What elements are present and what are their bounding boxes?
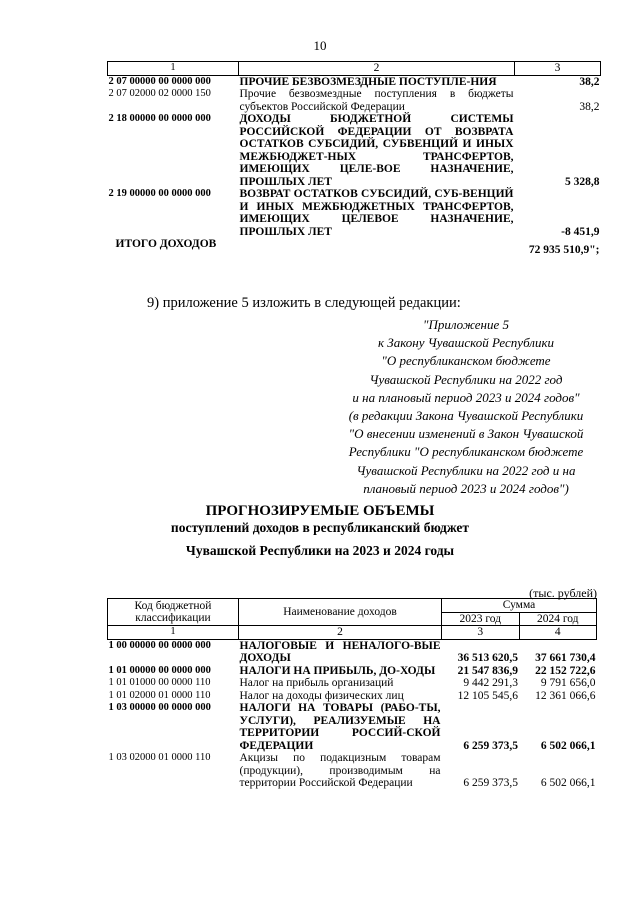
total-label: ИТОГО ДОХОДОВ: [115, 238, 217, 250]
table-row: [108, 752, 597, 790]
appendix-line: Республики "О республиканском бюджете: [348, 444, 584, 460]
row-2024: 6 502 066,1: [540, 739, 596, 752]
revenue-table-continued: [107, 61, 601, 257]
header-num-1: 1: [108, 626, 239, 640]
row-2024: 37 661 730,4: [535, 652, 596, 664]
appendix-line: "О республиканском бюджете: [381, 353, 551, 369]
header-num-4: 4: [519, 626, 597, 640]
table-row: [108, 702, 597, 752]
row-code: 2 18 00000 00 0000 000: [108, 113, 211, 124]
appendix-line: плановый период 2023 и 2024 годов"): [363, 480, 569, 496]
row-name: НАЛОГОВЫЕ И НЕНАЛОГО-ВЫЕ ДОХОДЫ: [239, 639, 441, 664]
row-code: 1 01 02000 01 0000 110: [108, 689, 211, 701]
appendix-line: к Закону Чувашской Республики: [377, 335, 555, 351]
row-2023: 36 513 620,5: [457, 652, 518, 664]
row-sum: 38,2: [579, 100, 600, 113]
row-name: Акцизы по подакцизным товарам (продукции), производимым на территории Российской Федерации: [239, 752, 441, 789]
row-sum: 5 328,8: [565, 175, 600, 188]
row-2024: 9 791 656,0: [540, 677, 596, 689]
header-year-2024: 2024 год: [519, 612, 597, 626]
header-name: Наименование доходов: [239, 599, 442, 626]
table-row: [108, 75, 601, 88]
table-row: [108, 639, 597, 665]
document-subtitle-2: Чувашской Республики на 2023 и 2024 годы: [185, 543, 455, 558]
row-2023: 9 442 291,3: [463, 677, 518, 689]
appendix-line: и на плановый период 2023 и 2024 годов": [352, 389, 580, 405]
row-name: ДОХОДЫ БЮДЖЕТНОЙ СИСТЕМЫ РОССИЙСКОЙ ФЕДЕРАЦИИ ОТ ВОЗВРАТА ОСТАТКОВ СУБСИДИЙ, СУБВЕНЦИЙ И ИНЫХ МЕЖБЮДЖЕТ-НЫХ ТРАНСФЕРТОВ, ИМЕЮЩИХ ЦЕЛЕ-ВОЕ НАЗНАЧЕНИЕ, ПРОШЛЫХ ЛЕТ: [239, 113, 514, 188]
row-name: ПРОЧИЕ БЕЗВОЗМЕЗДНЫЕ ПОСТУПЛЕ-НИЯ: [239, 75, 497, 88]
row-2024: 6 502 066,1: [540, 777, 596, 789]
row-2023: 12 105 545,6: [457, 689, 518, 702]
row-2023: 6 259 373,5: [463, 777, 518, 789]
row-name: НАЛОГИ НА ПРИБЫЛЬ, ДО-ХОДЫ: [239, 664, 436, 677]
appendix-line: "Приложение 5: [422, 317, 509, 332]
row-code: 1 03 00000 00 0000 000: [108, 702, 211, 713]
table-row: [108, 113, 601, 188]
row-code: 2 07 02000 02 0000 150: [108, 88, 211, 99]
header-num-2: 2: [239, 626, 442, 640]
row-code: 1 01 00000 00 0000 000: [108, 664, 211, 676]
appendix-line: (в редакции Закона Чувашской Республики: [348, 408, 584, 424]
appendix-line: Чувашской Республики на 2022 год: [369, 371, 563, 387]
appendix-line: "О внесении изменений в Закон Чувашской: [348, 426, 584, 442]
row-code: 2 07 00000 00 0000 000: [108, 75, 211, 87]
table-header-row: [108, 626, 597, 640]
total-row: [108, 238, 601, 257]
row-2023: 6 259 373,5: [463, 739, 518, 752]
header-col-2: 2: [239, 62, 515, 76]
row-code: 1 00 00000 00 0000 000: [108, 639, 211, 651]
row-sum: -8 451,9: [561, 225, 600, 238]
row-name: Налог на прибыль организаций: [239, 677, 394, 689]
row-name: НАЛОГИ НА ТОВАРЫ (РАБО-ТЫ, УСЛУГИ), РЕАЛИЗУЕМЫЕ НА ТЕРРИТОРИИ РОССИЙ-СКОЙ ФЕДЕРАЦИИ: [239, 702, 441, 752]
row-code: 2 19 00000 00 0000 000: [108, 188, 211, 199]
row-name: Прочие безвозмездные поступления в бюджеты субъектов Российской Федерации: [239, 88, 514, 113]
page-number: 10: [313, 38, 327, 53]
table-row: [108, 665, 597, 678]
row-2023: 21 547 836,9: [457, 664, 518, 677]
header-code: Код бюджетной классификации: [108, 599, 239, 626]
units-label: (тыс. рублей): [529, 586, 597, 600]
header-num-3: 3: [442, 626, 520, 640]
row-sum: 38,2: [579, 75, 600, 88]
amendment-text: 9) приложение 5 изложить в следующей редакции:: [147, 295, 461, 311]
table-row: [108, 188, 601, 238]
table-header-row: [108, 62, 601, 76]
appendix-line: Чувашской Республики на 2022 год и на: [356, 462, 576, 478]
document-subtitle: поступлений доходов в республиканский бюджет: [170, 520, 470, 535]
document-title: ПРОГНОЗИРУЕМЫЕ ОБЪЕМЫ: [205, 503, 435, 519]
row-name: Налог на доходы физических лиц: [239, 689, 404, 702]
table-row: [108, 690, 597, 703]
total-sum: 72 935 510,9";: [528, 244, 600, 256]
header-col-1: 1: [108, 62, 239, 76]
table-row: [108, 88, 601, 113]
forecast-revenue-table: [107, 598, 597, 790]
table-row: [108, 677, 597, 690]
row-code: 1 03 02000 01 0000 110: [108, 752, 211, 763]
row-2024: 12 361 066,6: [535, 689, 596, 702]
header-sum: Сумма: [442, 599, 597, 613]
header-col-3: 3: [515, 62, 601, 76]
header-year-2023: 2023 год: [442, 612, 520, 626]
row-name: ВОЗВРАТ ОСТАТКОВ СУБСИДИЙ, СУБ-ВЕНЦИЙ И ИНЫХ МЕЖБЮДЖЕТНЫХ ТРАНСФЕРТОВ, ИМЕЮЩИХ ЦЕЛЕВОЕ НАЗНАЧЕНИЕ, ПРОШЛЫХ ЛЕТ: [239, 188, 514, 238]
row-code: 1 01 01000 00 0000 110: [108, 677, 211, 688]
appendix-reference: [335, 316, 597, 498]
row-2024: 22 152 722,6: [535, 664, 596, 677]
table-header-row: [108, 599, 597, 613]
